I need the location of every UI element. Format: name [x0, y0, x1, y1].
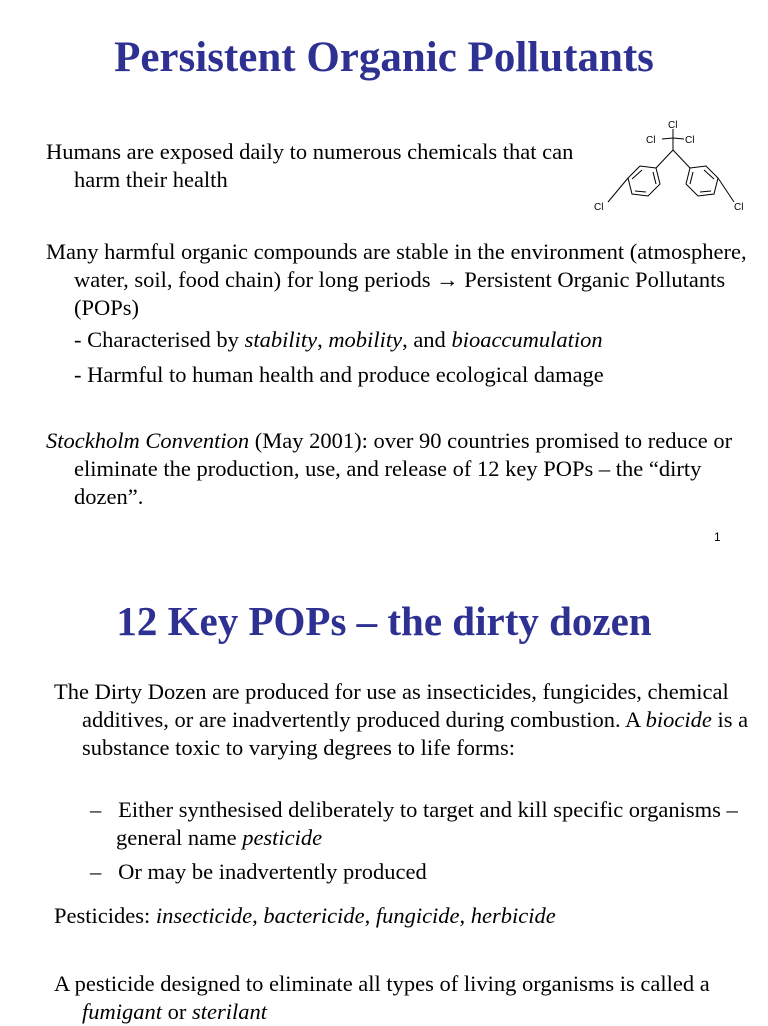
harm-bullet: - Harmful to human health and produce ecological damage [74, 362, 604, 387]
chlorine-label: Cl [734, 202, 744, 213]
slide-1-title: Persistent Organic Pollutants [114, 34, 654, 81]
chlorine-label: Cl [685, 135, 695, 146]
ddt-structure-diagram [588, 118, 758, 222]
dirty-dozen-paragraph: The Dirty Dozen are produced for use as insecticides, fungicides, chemical additives, or are inadvertently produced during combustion. A biocide is a substance toxic to varying degrees to life forms: [54, 679, 749, 760]
chlorine-label: Cl [646, 135, 656, 146]
chlorine-label: Cl [594, 202, 604, 213]
dash-marker: – [90, 859, 102, 884]
page-number: 1 [714, 530, 721, 544]
stockholm-convention-paragraph: Stockholm Convention (May 2001): over 90 countries promised to reduce or eliminate the production, use, and release of 12 key POPs – the “dirty dozen”. [46, 428, 733, 509]
dash-marker: – [90, 797, 102, 822]
pops-definition-paragraph: Many harmful organic compounds are stable in the environment (atmosphere, water, soil, food chain) for long periods → Persistent Organic Pollutants (POPs) [46, 239, 747, 320]
exposure-paragraph: Humans are exposed daily to numerous chemicals that can harm their health [46, 139, 574, 192]
pesticide-types: Pesticides: insecticide, bactericide, fungicide, herbicide [54, 903, 556, 928]
inadvertent-dash-item: – Or may be inadvertently produced [90, 859, 427, 884]
chlorine-label: Cl [668, 120, 678, 131]
synthesised-dash-item: – Either synthesised deliberately to target and kill specific organisms – general name pesticide [90, 797, 738, 850]
fumigant-paragraph: A pesticide designed to eliminate all types of living organisms is called a fumigant or sterilant [54, 971, 710, 1024]
slide-2 [0, 560, 768, 1024]
characteristics-bullet: - Characterised by stability, mobility, and bioaccumulation [74, 327, 603, 352]
slide-2-title: 12 Key POPs – the dirty dozen [116, 598, 652, 644]
